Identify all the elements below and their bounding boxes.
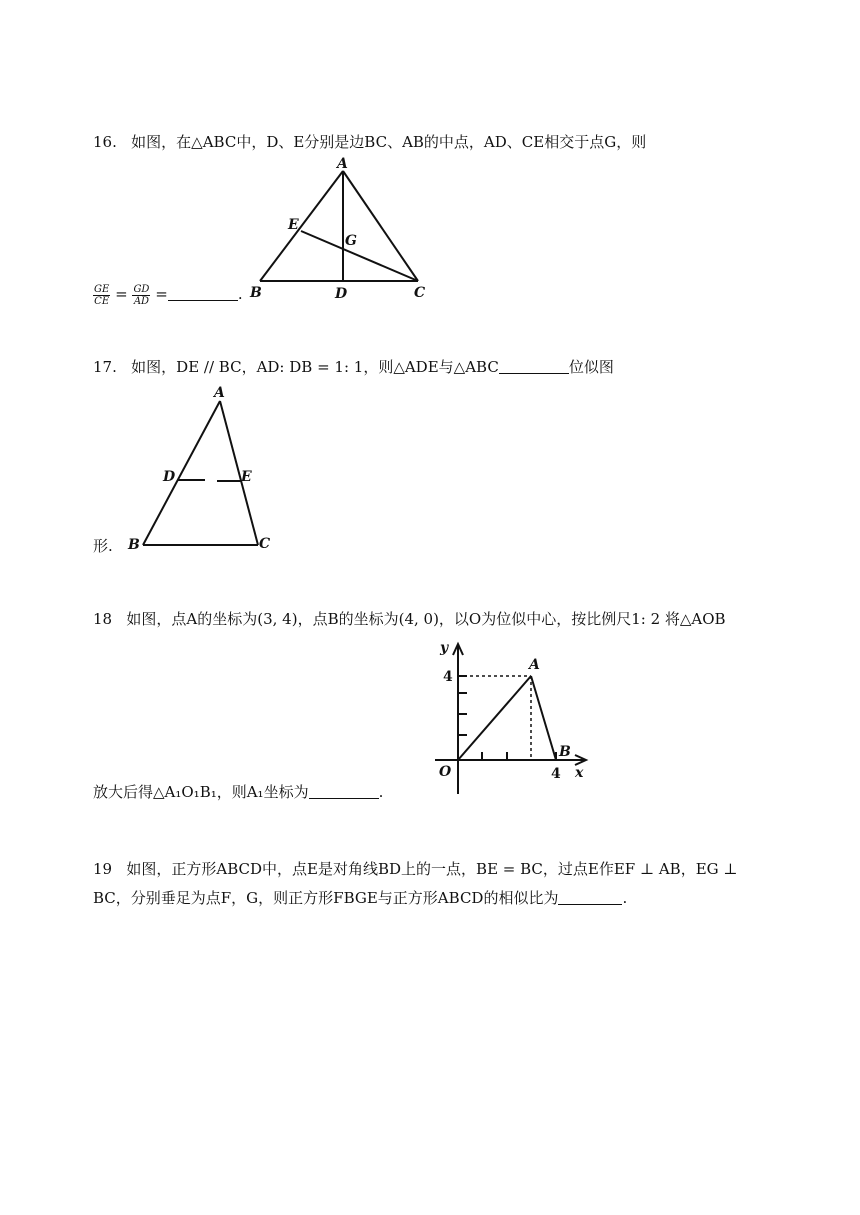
q16-figure — [250, 155, 440, 305]
q18-label-x: x — [575, 765, 584, 781]
q17-label-C: C — [259, 536, 271, 552]
q16-label-E: E — [288, 217, 299, 233]
q18-label-O: O — [439, 764, 452, 780]
q19-line2: BC，分别垂足为点F，G，则正方形FBGE与正方形ABCD的相似比为 . — [93, 889, 628, 907]
q16-label-A: A — [337, 156, 348, 172]
q16-label-G: G — [345, 233, 357, 249]
q17-label-B: B — [128, 537, 140, 553]
q18-text: 如图，点A的坐标为(3, 4)，点B的坐标为(4, 0)，以O为位似中心，按比例尺1: 2 将△AOB — [126, 610, 726, 628]
q18-label-4-y: 4 — [443, 669, 453, 685]
q16-label-B: B — [250, 285, 262, 301]
q18-label-4-x: 4 — [551, 766, 561, 782]
q16-answer-blank[interactable] — [168, 286, 238, 301]
q18-answer-blank[interactable] — [309, 784, 379, 799]
q16-label-D: D — [335, 286, 348, 302]
q17-text-after: 位似图 — [568, 358, 614, 376]
q16-number: 16. — [93, 133, 117, 151]
q17-text-end: 形. — [93, 537, 113, 555]
q19-answer-blank[interactable] — [558, 890, 622, 905]
q17-label-E: E — [241, 469, 252, 485]
q16-fraction-ge-ce: $\frac{GE}{CE}$ — [94, 283, 110, 307]
q17-figure — [125, 385, 285, 555]
q16-stem — [93, 131, 646, 153]
q18-number: 18 — [93, 610, 113, 628]
q17-number: 17. — [93, 358, 117, 376]
q19-line1: 19 如图，正方形ABCD中，点E是对角线BD上的一点，BE = BC，过点E作EF ⊥ AB，EG ⊥ — [93, 860, 738, 878]
q18-figure — [425, 636, 595, 798]
q17-label-D: D — [163, 469, 176, 485]
q18-label-y: y — [440, 640, 449, 656]
q17-stem — [93, 356, 614, 378]
q17-answer-blank[interactable] — [499, 359, 569, 374]
q17-text-before: 如图，DE // BC，AD: DB = 1: 1，则△ADE与△ABC — [131, 358, 499, 376]
q18-line2: 放大后得△A₁O₁B₁，则A₁坐标为 . — [93, 783, 384, 801]
q18-label-B: B — [559, 744, 571, 760]
q18-stem — [93, 608, 726, 630]
q18-label-A: A — [529, 657, 540, 673]
q19-number: 19 — [93, 860, 113, 878]
q16-answer-line: $\frac{GE}{CE}$ = $\frac{GD}{AD}$ = . — [94, 283, 243, 307]
q17-label-A: A — [214, 385, 225, 401]
q16-text: 如图，在△ABC中，D、E分别是边BC、AB的中点，AD、CE相交于点G，则 — [131, 133, 647, 151]
q16-label-C: C — [414, 285, 426, 301]
q16-fraction-gd-ad: $\frac{GD}{AD}$ — [133, 283, 150, 307]
